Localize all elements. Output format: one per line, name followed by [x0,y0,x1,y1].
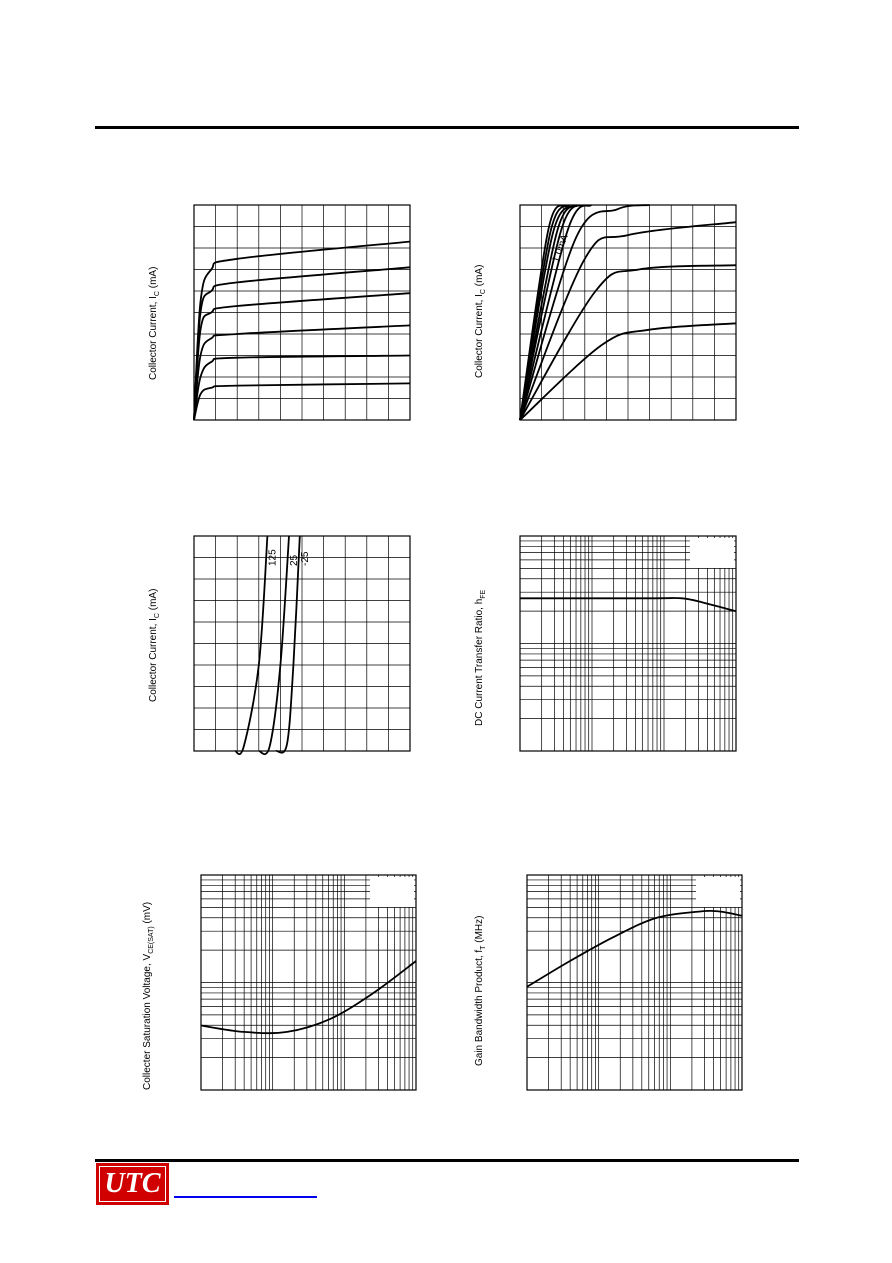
chart-6-ylabel: Gain Bandwidth Product, $f_T$ (MHz) [474,915,487,1066]
chart-collector-saturation-voltage [201,875,416,1090]
grid [194,536,410,751]
series-line-0 [201,961,416,1033]
utc-logo [96,1163,169,1205]
chart-1-ylabel: Collector Current, $I_C$ (mA) [148,266,161,380]
series-line-1 [259,536,289,754]
chart-5-ylabel: Collecter Saturation Voltage, $V_{CE(SAT)}$ (mV) [142,901,155,1090]
series-line-0 [235,536,267,754]
utc-logo-text: UTC [104,1168,161,1199]
annotation-label: 1.0mA [550,233,571,265]
series-label-1: 25 [289,554,301,566]
chart-transfer-characteristics [194,536,410,751]
footer-rule [95,1159,799,1162]
chart-3-ylabel: Collector Current, $I_C$ (mA) [148,588,161,702]
header-rule [95,126,799,129]
grid [201,875,416,1090]
chart-gain-bandwidth-product [527,875,742,1090]
chart-saturation-region [520,205,736,420]
legend-box [370,877,414,907]
grid [520,536,736,751]
series-line-0 [520,598,736,611]
grid [527,875,742,1090]
utc-logo-frame [99,1166,166,1202]
chart-dc-current-gain [520,536,736,751]
chart-output-characteristics [194,205,410,420]
series-label-0: 125 [267,549,279,566]
footer-link-underline[interactable] [174,1196,317,1198]
grid [194,205,410,420]
chart-4-ylabel: DC Current Transfer Ratio, $h_{FE}$ [474,589,487,726]
series-line-0 [527,911,742,987]
series-label-2: -25 [299,551,311,566]
legend-box [696,877,740,907]
legend-box [690,538,734,568]
chart-2-ylabel: Collector Current, $I_C$ (mA) [474,264,487,378]
series-line-2 [276,536,300,753]
